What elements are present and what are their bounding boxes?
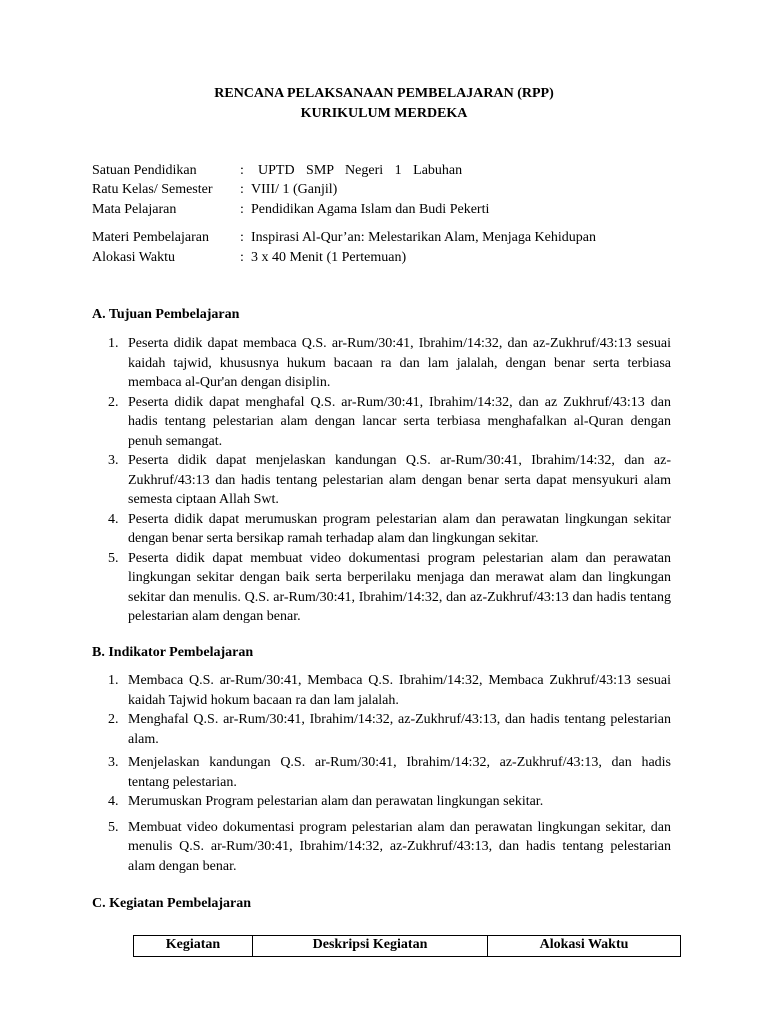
section-heading-tujuan: A. Tujuan Pembelajaran	[92, 307, 240, 322]
identity-value: VIII/ 1 (Ganjil)	[251, 182, 338, 197]
identity-colon: :	[240, 250, 244, 265]
item-text: Peserta didik dapat membuat video dokumentasi program pelestarian alam dan perawatan lingkungan sekitar dengan baik serta berperilaku menjaga dan merawat alam dan lingkungan sekitar dan menulis. Q.S. ar-Rum/30:41, Ibrahim/14:32, dan az-Zukhruf/43:13 dan hadis tentang pelestarian alam dengan benar.	[128, 550, 671, 624]
list-item	[92, 792, 671, 812]
kegiatan-table	[133, 935, 681, 957]
table-header-row	[134, 936, 681, 957]
table-header-cell: Alokasi Waktu	[488, 936, 681, 957]
item-number: 4.	[108, 511, 119, 527]
section-heading-indikator: B. Indikator Pembelajaran	[92, 645, 254, 660]
item-number: 2.	[108, 394, 119, 410]
list-item	[92, 753, 671, 792]
list-item	[92, 549, 671, 627]
identity-colon: :	[240, 202, 244, 217]
identity-label: Ratu Kelas/ Semester	[92, 182, 213, 197]
identity-label: Alokasi Waktu	[92, 250, 175, 265]
item-text: Membaca Q.S. ar-Rum/30:41, Membaca Q.S. Ibrahim/14:32, Membaca Zukhruf/43:13 sesuai kaidah Tajwid hokum bacaan ra dan lam jalalah.	[128, 673, 671, 708]
indikator-list	[92, 671, 671, 876]
item-text: Menjelaskan kandungan Q.S. ar-Rum/30:41, Ibrahim/14:32, az-Zukhruf/43:13, dan hadis tentang pelestarian.	[128, 755, 671, 790]
table-header-cell: Kegiatan	[134, 936, 253, 957]
identity-value: Pendidikan Agama Islam dan Budi Pekerti	[251, 202, 490, 217]
list-item	[92, 818, 671, 877]
item-text: Menghafal Q.S. ar-Rum/30:41, Ibrahim/14:32, az-Zukhruf/43:13, dan hadis tentang pelestarian alam.	[128, 712, 671, 747]
item-number: 5.	[108, 550, 119, 566]
item-text: Peserta didik dapat membaca Q.S. ar-Rum/30:41, Ibrahim/14:32, dan az-Zukhruf/43:13 sesuai kaidah tajwid, khususnya hukum bacaan ra dan lam jalalah, dengan benar serta terbiasa membaca al-Qur'an dengan disiplin.	[128, 336, 671, 390]
document-title: RENCANA PELAKSANAAN PEMBELAJARAN (RPP)	[214, 86, 554, 101]
identity-colon: :	[240, 182, 244, 197]
identity-label: Satuan Pendidikan	[92, 163, 197, 178]
item-number: 1.	[108, 673, 119, 688]
item-number: 3.	[108, 755, 119, 770]
list-item	[92, 710, 671, 749]
item-text: Peserta didik dapat menjelaskan kandungan Q.S. ar-Rum/30:41, Ibrahim/14:32, dan az- Zukhruf/43:13 dan hadis tentang pelestarian alam dengan benar serta dapat mensyukuri alam semesta ciptaan Allah Swt.	[128, 453, 671, 507]
item-text: Peserta didik dapat menghafal Q.S. ar-Rum/30:41, Ibrahim/14:32, dan az Zukhruf/43:13 dan hadis tentang pelestarian alam dengan lancar serta terbiasa menghafalkan al-Quran dengan penuh semangat.	[128, 394, 671, 449]
identity-colon: :	[240, 230, 244, 245]
identity-value: Inspirasi Al-Qur’an: Melestarikan Alam, Menjaga Kehidupan	[251, 230, 596, 245]
identity-label: Materi Pembelajaran	[92, 230, 210, 245]
list-item	[92, 451, 671, 510]
identity-label: Mata Pelajaran	[92, 202, 177, 217]
item-number: 3.	[108, 453, 119, 468]
list-item	[92, 393, 671, 452]
item-text: Merumuskan Program pelestarian alam dan perawatan lingkungan sekitar.	[128, 794, 544, 809]
tujuan-list	[92, 334, 671, 627]
identity-colon: :	[240, 163, 244, 178]
item-number: 1.	[108, 336, 119, 351]
identity-value: UPTD SMP Negeri 1 Labuhan	[258, 163, 463, 178]
item-number: 4.	[108, 794, 119, 809]
section-heading-kegiatan: C. Kegiatan Pembelajaran	[92, 896, 252, 911]
document-subtitle: KURIKULUM MERDEKA	[300, 106, 468, 121]
item-text: Peserta didik dapat merumuskan program pelestarian alam dan perawatan lingkungan sekitar dengan benar serta bersikap ramah terhadap alam dan lingkungan sekitar.	[128, 511, 671, 546]
item-text: Membuat video dokumentasi program pelestarian alam dan perawatan lingkungan sekitar, dan menulis Q.S. ar-Rum/30:41, Ibrahim/14:32, az-Zukhruf/43:13, dan hadis tentang pelestarian alam dengan benar.	[128, 819, 671, 874]
item-number: 5.	[108, 819, 119, 835]
identity-value: 3 x 40 Menit (1 Pertemuan)	[251, 250, 407, 265]
list-item	[92, 334, 671, 393]
table-header-cell: Deskripsi Kegiatan	[253, 936, 488, 957]
list-item	[92, 510, 671, 549]
item-number: 2.	[108, 712, 119, 727]
list-item	[92, 671, 671, 710]
